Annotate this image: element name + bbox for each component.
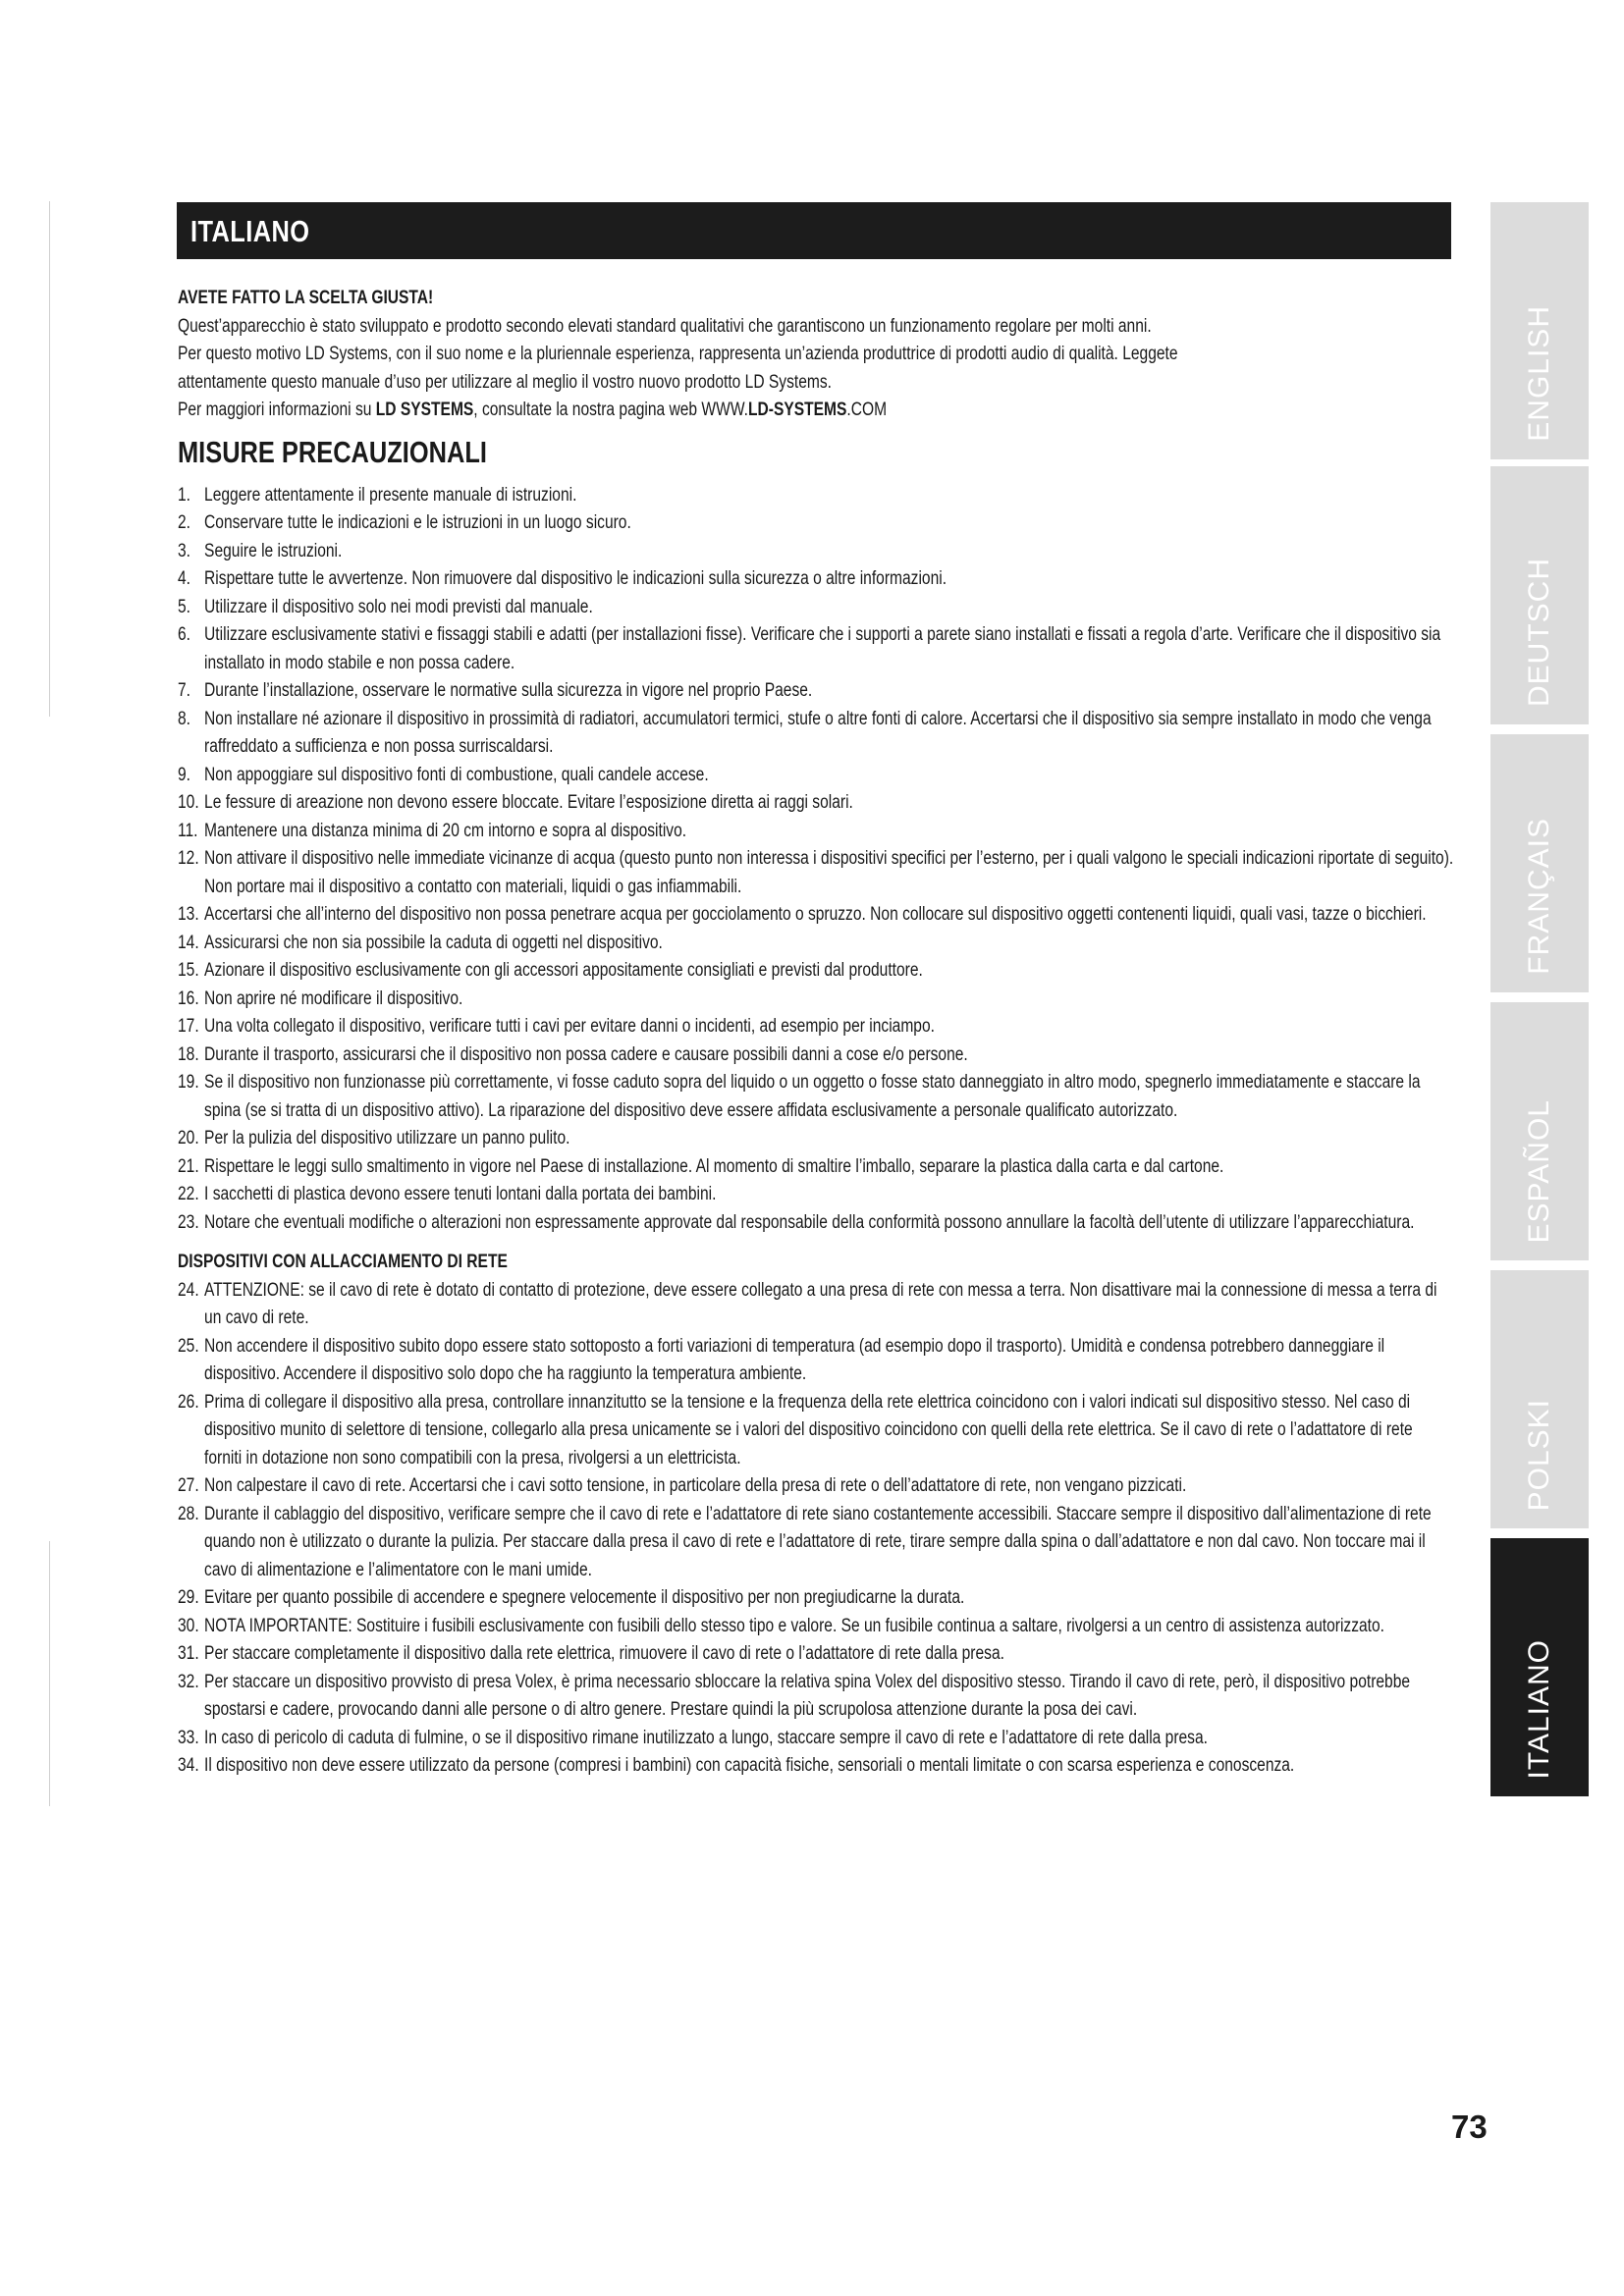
list-item-number: 23. <box>178 1211 199 1233</box>
list-item <box>178 818 1454 846</box>
list-item-number: 5. <box>178 596 191 617</box>
list-item-text: Non aprire né modificare il dispositivo. <box>204 988 463 1009</box>
page-number: 73 <box>1451 2109 1488 2145</box>
list-item-number: 24. <box>178 1279 199 1301</box>
list-item <box>178 986 1454 1014</box>
list-item-number: 22. <box>178 1184 199 1204</box>
left-margin-rule <box>49 1541 50 1806</box>
list-item-text: Rispettare le leggi sullo smaltimento in vigore nel Paese di installazione. Al momento di smaltire l’imballo, separare la plastica dalla carta e dal cartone. <box>204 1155 1224 1177</box>
list-item-text: Durante il cablaggio del dispositivo, verificare sempre che il cavo di rete e l’adattatore di rete siano costantemente accessibili. Staccare sempre il dispositivo dall’alimentazione di rete quando non è utilizzato o durante la pulizia. Per staccare dalla presa il cavo di rete e l’adattatore di rete, tirare sempre dalla spina o dall’adattatore e non dal cavo. Non toccare mai il cavo di alimentazione e l’alimentatore con le mani umide. <box>204 1503 1432 1580</box>
list-item <box>178 1389 1454 1473</box>
mains-heading: DISPOSITIVI CON ALLACCIAMENTO DI RETE <box>178 1252 508 1272</box>
list-item-text: Non appoggiare sul dispositivo fonti di combustione, quali candele accese. <box>204 764 709 785</box>
list-item-number: 3. <box>178 540 191 561</box>
list-item <box>178 509 1454 538</box>
list-item <box>178 957 1454 986</box>
list-item <box>178 789 1454 818</box>
list-item-text: Leggere attentamente il presente manuale di istruzioni. <box>204 484 577 506</box>
tab-italiano[interactable] <box>1490 1538 1589 1796</box>
list-item <box>178 1069 1454 1125</box>
intro-paragraph <box>178 313 1454 425</box>
list-item-text: Seguire le istruzioni. <box>204 540 343 561</box>
list-item-text: Azionare il dispositivo esclusivamente con gli accessori appositamente consigliati e previsti dal produttore. <box>204 960 923 981</box>
precautions-list <box>178 482 1454 1238</box>
section-title: MISURE PRECAUZIONALI <box>178 434 487 469</box>
tab-label: POLSKI <box>1523 1398 1555 1511</box>
list-item-text: Conservare tutte le indicazioni e le istruzioni in un luogo sicuro. <box>204 512 631 533</box>
list-item-number: 31. <box>178 1643 199 1664</box>
tab-label: ESPAÑOL <box>1523 1098 1555 1243</box>
main-content <box>178 285 1454 1781</box>
list-item-text: Per staccare completamente il dispositivo dalla rete elettrica, rimuovere il cavo di rete o l’adattatore di rete dalla presa. <box>204 1643 1004 1664</box>
content-body <box>178 285 1454 1781</box>
list-item-text: In caso di pericolo di caduta di fulmine, o se il dispositivo rimane inutilizzato a lungo, staccare sempre il cavo di rete e l’adattatore di rete dalla presa. <box>204 1727 1208 1748</box>
intro-line: Quest’apparecchio è stato sviluppato e prodotto secondo elevati standard qualitativi che garantiscono un funzionamento regolare per molti anni. <box>178 315 1152 337</box>
list-item <box>178 901 1454 930</box>
intro-line: attentamente questo manuale d’uso per utilizzare al meglio il vostro nuovo prodotto LD Systems. <box>178 371 832 393</box>
brand-name: LD SYSTEMS <box>375 400 474 420</box>
mains-list <box>178 1277 1454 1781</box>
list-item-text: NOTA IMPORTANTE: Sostituire i fusibili esclusivamente con fusibili dello stesso tipo e valore. Se un fusibile continua a saltare, rivolgersi a un centro di assistenza autorizzato. <box>204 1615 1385 1636</box>
list-item-text: Mantenere una distanza minima di 20 cm intorno e sopra al dispositivo. <box>204 820 687 841</box>
list-item-number: 30. <box>178 1615 199 1636</box>
list-item-text: I sacchetti di plastica devono essere tenuti lontani dalla portata dei bambini. <box>204 1184 717 1204</box>
list-item <box>178 1013 1454 1041</box>
list-item <box>178 1613 1454 1641</box>
list-item <box>178 1181 1454 1209</box>
intro-heading: AVETE FATTO LA SCELTA GIUSTA! <box>178 288 434 308</box>
list-item <box>178 594 1454 622</box>
list-item-number: 1. <box>178 484 191 506</box>
list-item-number: 32. <box>178 1671 199 1692</box>
list-item-text: Utilizzare esclusivamente stativi e fissaggi stabili e adatti (per installazioni fisse). Verificare che i supporti a parete siano installati e fissati a regola d’arte. Verificare che il dispositivo sia installato in modo stabile e non possa cadere. <box>204 624 1441 673</box>
list-item <box>178 1333 1454 1389</box>
list-item-text: Non calpestare il cavo di rete. Accertarsi che i cavi sotto tensione, in particolare della presa di rete o dell’adattatore di rete, non vengano pizzicati. <box>204 1475 1187 1496</box>
list-item <box>178 621 1454 677</box>
header-title: ITALIANO <box>190 214 310 248</box>
list-item-number: 2. <box>178 512 191 533</box>
list-item <box>178 1209 1454 1238</box>
list-item-text: Per staccare un dispositivo provvisto di presa Volex, è prima necessario sbloccare la relativa spina Volex del dispositivo stesso. Tirando il cavo di rete, però, il dispositivo potrebbe spostarsi e cadere, provocando danni alle persone o di altro genere. Prestare quindi la più scrupolosa attenzione durante la posa dei cavi. <box>204 1671 1411 1720</box>
list-item-number: 14. <box>178 932 199 953</box>
list-item-number: 4. <box>178 568 191 589</box>
list-item <box>178 1153 1454 1182</box>
list-item-text: Evitare per quanto possibile di accendere e spegnere velocemente il dispositivo per non pregiudicarne la durata. <box>204 1587 965 1608</box>
section-header-bar <box>177 202 1451 259</box>
tab-english[interactable] <box>1490 202 1589 459</box>
list-item-number: 29. <box>178 1587 199 1608</box>
list-item-number: 18. <box>178 1043 199 1065</box>
list-item-number: 28. <box>178 1503 199 1524</box>
list-item <box>178 1752 1454 1781</box>
list-item <box>178 1501 1454 1585</box>
list-item-text: Notare che eventuali modifiche o alterazioni non espressamente approvate dal responsabile della conformità possono annullare la facoltà dell’utente di utilizzare l’apparecchiatura. <box>204 1211 1415 1233</box>
list-item <box>178 1472 1454 1501</box>
left-margin-rule <box>49 201 50 717</box>
list-item <box>178 1640 1454 1669</box>
tab-francais[interactable] <box>1490 734 1589 992</box>
list-item <box>178 482 1454 510</box>
list-item-text: Durante il trasporto, assicurarsi che il dispositivo non possa cadere e causare possibili danni a cose e/o persone. <box>204 1043 968 1065</box>
tab-espanol[interactable] <box>1490 1002 1589 1260</box>
tab-label: FRANÇAIS <box>1523 818 1555 975</box>
list-item-number: 13. <box>178 904 199 925</box>
list-item-number: 16. <box>178 988 199 1009</box>
list-item-number: 21. <box>178 1155 199 1177</box>
tab-label: ENGLISH <box>1523 305 1555 442</box>
list-item-text: Rispettare tutte le avvertenze. Non rimuovere dal dispositivo le indicazioni sulla sicurezza o altre informazioni. <box>204 568 947 589</box>
tab-polski[interactable] <box>1490 1270 1589 1528</box>
list-item-number: 34. <box>178 1755 199 1776</box>
intro-line-mid: , consultate la nostra pagina web WWW. <box>473 400 749 420</box>
list-item <box>178 1041 1454 1070</box>
intro-line: Per questo motivo LD Systems, con il suo nome e la pluriennale esperienza, rappresenta un’azienda produttrice di prodotti audio di qualità. Leggete <box>178 344 1178 364</box>
list-item <box>178 930 1454 958</box>
list-item-text: Utilizzare il dispositivo solo nei modi previsti dal manuale. <box>204 596 593 617</box>
list-item-number: 20. <box>178 1128 199 1148</box>
list-item-number: 25. <box>178 1335 199 1357</box>
list-item-text: Durante l’installazione, osservare le normative sulla sicurezza in vigore nel proprio Paese. <box>204 680 813 701</box>
list-item-number: 27. <box>178 1475 199 1496</box>
list-item-text: Per la pulizia del dispositivo utilizzare un panno pulito. <box>204 1128 570 1148</box>
list-item-text: Il dispositivo non deve essere utilizzato da persone (compresi i bambini) con capacità fisiche, sensoriali o mentali limitate o con scarsa esperienza e conoscenza. <box>204 1755 1295 1776</box>
list-item-number: 10. <box>178 792 199 813</box>
tab-label: DEUTSCH <box>1523 557 1555 707</box>
list-item <box>178 762 1454 790</box>
list-item-number: 12. <box>178 848 199 869</box>
list-item-text: Assicurarsi che non sia possibile la caduta di oggetti nel dispositivo. <box>204 932 663 953</box>
list-item-text: Non accendere il dispositivo subito dopo essere stato sottoposto a forti variazioni di temperatura (ad esempio dopo il trasporto). Umidità e condensa potrebbero danneggiare il dispositivo. Accendere il dispositivo solo dopo che ha raggiunto la temperatura ambiente. <box>204 1335 1385 1384</box>
list-item-number: 6. <box>178 624 191 645</box>
list-item <box>178 1125 1454 1153</box>
list-item-text: ATTENZIONE: se il cavo di rete è dotato di contatto di protezione, deve essere collegato a una presa di rete con messa a terra. Non disattivare mai la connessione di messa a terra di un cavo di rete. <box>204 1279 1437 1328</box>
list-item-text: Non attivare il dispositivo nelle immediate vicinanze di acqua (questo punto non interessa i dispositivi specifici per l’esterno, per i quali valgono le speciali indicazioni riportate di seguito). Non portare mai il dispositivo a contatto con materiali, liquidi o gas infiammabili. <box>204 848 1454 897</box>
list-item-number: 9. <box>178 764 191 785</box>
list-item-text: Prima di collegare il dispositivo alla presa, controllare innanzitutto se la tensione e la frequenza della rete elettrica coincidono con i valori indicati sul dispositivo stesso. Nel caso di dispositivo munito di selettore di tensione, collegarlo alla presa unicamente se i valori del dispositivo coincidono con quelli della rete elettrica. Se il cavo di rete o l’adattatore di rete forniti in dotazione non sono compatibili con la presa, rivolgersi a un elettricista. <box>204 1391 1413 1468</box>
list-item-number: 8. <box>178 708 191 729</box>
list-item-text: Accertarsi che all’interno del dispositivo non possa penetrare acqua per gocciolamento o spruzzo. Non collocare sul dispositivo oggetti contenenti liquidi, quali vasi, tazze o bicchieri. <box>204 904 1427 925</box>
tab-label: ITALIANO <box>1523 1638 1555 1779</box>
list-item <box>178 1277 1454 1333</box>
list-item <box>178 1725 1454 1753</box>
list-item <box>178 677 1454 706</box>
list-item-text: Non installare né azionare il dispositivo in prossimità di radiatori, accumulatori termici, stufe o altre fonti di calore. Accertarsi che il dispositivo sia sempre installato in modo che venga raffreddato a sufficienza e non possa surriscaldarsi. <box>204 708 1432 757</box>
website-suffix: .COM <box>846 400 888 420</box>
website-brand[interactable]: LD-SYSTEMS <box>748 400 847 420</box>
list-item <box>178 706 1454 762</box>
list-item <box>178 1669 1454 1725</box>
intro-line-prefix: Per maggiori informazioni su <box>178 400 376 420</box>
list-item <box>178 538 1454 566</box>
list-item-number: 17. <box>178 1016 199 1037</box>
list-item-text: Le fessure di areazione non devono essere bloccate. Evitare l’esposizione diretta ai raggi solari. <box>204 792 853 813</box>
list-item-text: Se il dispositivo non funzionasse più correttamente, vi fosse caduto sopra del liquido o un oggetto o fosse stato danneggiato in altro modo, spegnerlo immediatamente e staccare la spina (se si tratta di un dispositivo attivo). La riparazione del dispositivo deve essere affidata esclusivamente a personale qualificato autorizzato. <box>204 1072 1421 1121</box>
tab-deutsch[interactable] <box>1490 466 1589 724</box>
list-item-number: 7. <box>178 680 191 701</box>
list-item-number: 33. <box>178 1727 199 1748</box>
list-item-number: 26. <box>178 1391 199 1413</box>
list-item-number: 19. <box>178 1072 199 1093</box>
list-item-number: 15. <box>178 960 199 981</box>
list-item-text: Una volta collegato il dispositivo, verificare tutti i cavi per evitare danni o incidenti, ad esempio per inciampo. <box>204 1016 935 1037</box>
list-item <box>178 845 1454 901</box>
list-item <box>178 565 1454 594</box>
list-item <box>178 1584 1454 1613</box>
list-item-number: 11. <box>178 820 198 841</box>
